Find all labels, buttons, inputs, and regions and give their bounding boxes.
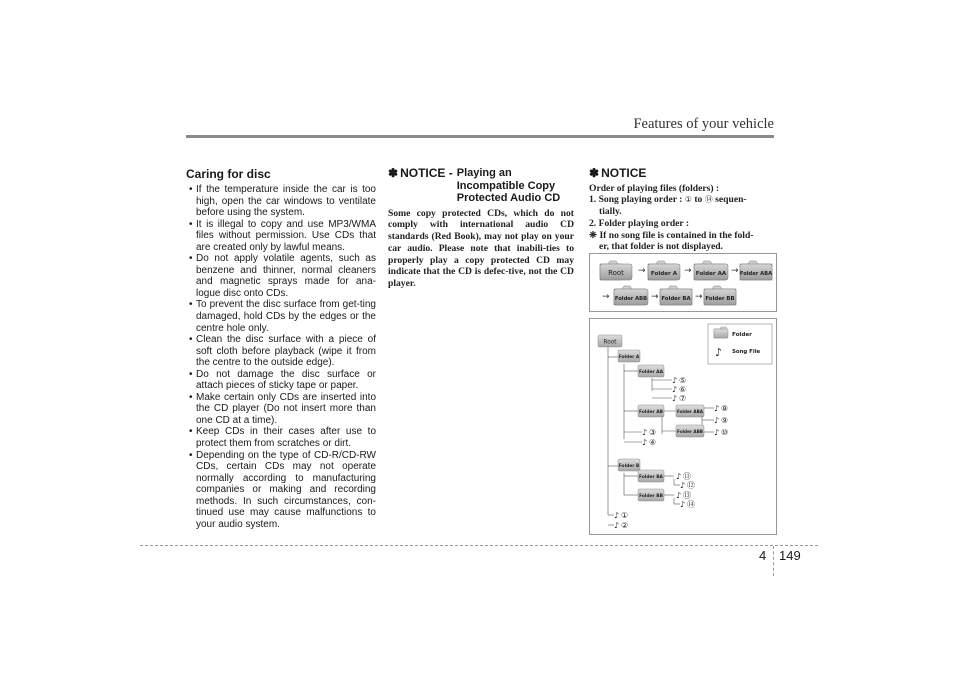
list-item: • If the temperature inside the car is too high, open the car windows to ventilate before using the system. <box>189 184 376 219</box>
note-star-icon: ❈ <box>589 229 598 241</box>
folder-label: Root <box>608 269 624 277</box>
footer-rule <box>140 545 818 546</box>
notice-heading <box>589 167 775 180</box>
notice-body: Some copy protected CDs, which do not comply with international audio CD standards (Red Book), may not play on your car audio. Please note that inabili-ties to properly play a copy protected CD may indicate that the CD is defec-tive, not the CD player. <box>388 207 574 290</box>
song-number: ⑨ <box>721 416 729 425</box>
folder-icon <box>648 261 680 280</box>
folder-icon <box>676 405 704 417</box>
caring-title: Caring for disc <box>186 167 271 181</box>
music-note-icon: ♪ <box>614 521 620 530</box>
folder-label: Folder A <box>618 355 640 360</box>
arrow-icon: → <box>684 266 692 276</box>
song-number: ⑪ <box>683 472 691 481</box>
song-file <box>614 521 628 530</box>
folder-icon <box>598 335 622 347</box>
song-file <box>714 416 728 425</box>
legend-folder-label: Folder <box>732 332 752 338</box>
music-note-icon: ♪ <box>672 376 678 385</box>
header-rule <box>186 135 774 138</box>
tree-songs <box>614 376 728 530</box>
song-number: ④ <box>649 438 657 447</box>
music-note-icon: ♪ <box>714 428 720 437</box>
song-file <box>676 491 691 500</box>
folder-icon <box>600 261 632 280</box>
order-note-line-cont: er, that folder is not displayed. <box>599 241 723 253</box>
notice-star-icon: ✽ <box>589 166 600 180</box>
music-note-icon: ♪ <box>642 438 648 447</box>
song-file <box>676 472 691 481</box>
music-note-icon: ♪ <box>672 394 678 403</box>
order-song-line-cont: tially. <box>599 206 622 218</box>
folder-icon <box>704 286 736 305</box>
music-note-icon: ♪ <box>680 481 686 490</box>
music-note-icon: ♪ <box>672 385 678 394</box>
song-number: ⑫ <box>687 481 695 490</box>
folder-label: Root <box>603 339 617 346</box>
list-item: • Clean the disc surface with a piece of soft cloth before playback (wipe it from the centre to the outside edge). <box>189 334 376 369</box>
folder-label: Folder ABB <box>614 296 648 302</box>
song-file <box>672 394 686 403</box>
arrow-icon: → <box>695 292 703 302</box>
music-note-icon: ♪ <box>714 416 720 425</box>
list-item: • Do not damage the disc surface or attach pieces of sticky tape or paper. <box>189 368 376 392</box>
arrow-icon: → <box>731 266 739 276</box>
folder-icon <box>618 459 640 471</box>
order-note-line: ❈ If no song file is contained in the fold- <box>589 229 754 241</box>
notice-heading <box>388 167 574 205</box>
song-file <box>614 511 628 520</box>
folder-icon <box>740 261 772 280</box>
folder-label: Folder ABA <box>676 409 704 414</box>
notice-star-icon: ✽ <box>388 166 399 180</box>
notice-label: NOTICE <box>601 166 647 180</box>
folder-label: Folder BB <box>639 494 663 499</box>
tree-legend <box>708 324 772 364</box>
song-number: ⑦ <box>679 394 687 403</box>
arrow-icon: → <box>602 292 610 302</box>
song-number: ⑬ <box>683 491 691 500</box>
song-file <box>714 404 728 413</box>
music-note-icon: ♪ <box>614 511 620 520</box>
arrow-icon: → <box>651 292 659 302</box>
caring-section <box>186 167 376 530</box>
folder-icon <box>638 405 664 417</box>
music-note-icon: ♪ <box>676 491 682 500</box>
folder-label: Folder BB <box>705 296 735 302</box>
folder-label: Folder AB <box>639 410 663 415</box>
folder-label: Folder AA <box>639 370 663 375</box>
song-file <box>642 438 656 447</box>
order-intro: Order of playing files (folders) : <box>589 182 720 194</box>
chapter-number: 4 <box>759 548 767 563</box>
notice-copy-protected <box>388 167 574 290</box>
list-item: • Make certain only CDs are inserted into the CD player (Do not insert more than one CD at a time). <box>189 391 376 426</box>
folder-label: Folder BA <box>661 296 691 302</box>
folder-icon <box>638 365 664 377</box>
caring-list <box>186 184 376 530</box>
song-file <box>642 428 656 437</box>
song-file <box>680 500 695 509</box>
folder-label: Folder ABB <box>677 429 703 434</box>
song-number: ⑭ <box>687 500 695 509</box>
song-number: ⑧ <box>721 404 729 413</box>
folder-icon <box>614 286 648 305</box>
list-item: • Depending on the type of CD-R/CD-RW CDs, certain CDs may not operate normally according to manufacturing companies or making and recording methods. In such circumstances, con-tinued use may cause malfunctions to your audio system. <box>189 449 376 530</box>
order-song-line: 1. Song playing order : ① to ⑭ sequen- <box>589 194 747 206</box>
folder-order-row1 <box>600 261 772 280</box>
page-number: 149 <box>779 548 801 563</box>
folder-label: Folder A <box>650 271 678 277</box>
music-note-icon: ♪ <box>642 428 648 437</box>
page-number-divider <box>773 546 774 576</box>
song-number: ⑥ <box>679 385 687 394</box>
folder-label: Folder AA <box>695 271 727 277</box>
music-note-icon: ♪ <box>680 500 686 509</box>
music-note-icon: ♪ <box>676 472 682 481</box>
folder-icon <box>618 350 640 362</box>
folder-label: Folder BA <box>639 475 663 480</box>
folder-icon <box>638 489 664 501</box>
folder-icon <box>638 470 664 482</box>
song-number: ⑤ <box>679 376 687 385</box>
notice-label: NOTICE - <box>400 166 453 180</box>
list-item: • Do not apply volatile agents, such as benzene and thinner, normal cleaners and magnetic sprays made for ana-logue disc onto CDs. <box>189 253 376 299</box>
list-item: • To prevent the disc surface from get-ting damaged, hold CDs by the edges or the centre hole only. <box>189 299 376 334</box>
song-file <box>714 428 728 437</box>
notice-play-order <box>589 167 775 253</box>
page-header-title: Features of your vehicle <box>633 116 774 132</box>
song-number: ① <box>621 511 629 520</box>
song-file <box>672 385 686 394</box>
music-note-icon: ♪ <box>714 404 720 413</box>
folder-icon <box>660 286 692 305</box>
folder-order-row2 <box>602 286 736 305</box>
folder-label: Folder ABA <box>739 271 773 277</box>
order-folder-line: 2. Folder playing order : <box>589 217 690 229</box>
folder-order-diagram <box>589 253 777 312</box>
list-item: • Keep CDs in their cases after use to protect them from scratches or dirt. <box>189 426 376 450</box>
notice-subtitle: Playing an Incompatible Copy Protected Audio CD <box>456 167 561 204</box>
list-item: • It is illegal to copy and use MP3/WMA files without permission. Use CDs that are created only by lawful means. <box>189 218 376 253</box>
music-note-icon: ♪ <box>715 346 723 359</box>
folder-label: Folder B <box>618 464 640 469</box>
song-number: ⑩ <box>721 428 729 437</box>
folder-icon <box>676 425 704 437</box>
song-number: ② <box>621 521 629 530</box>
folder-icon <box>694 261 728 280</box>
song-file <box>680 481 695 490</box>
song-number: ③ <box>649 428 657 437</box>
song-file <box>672 376 686 385</box>
arrow-icon: → <box>638 266 646 276</box>
folder-tree-diagram <box>589 318 777 535</box>
legend-song-label: Song File <box>732 349 761 355</box>
